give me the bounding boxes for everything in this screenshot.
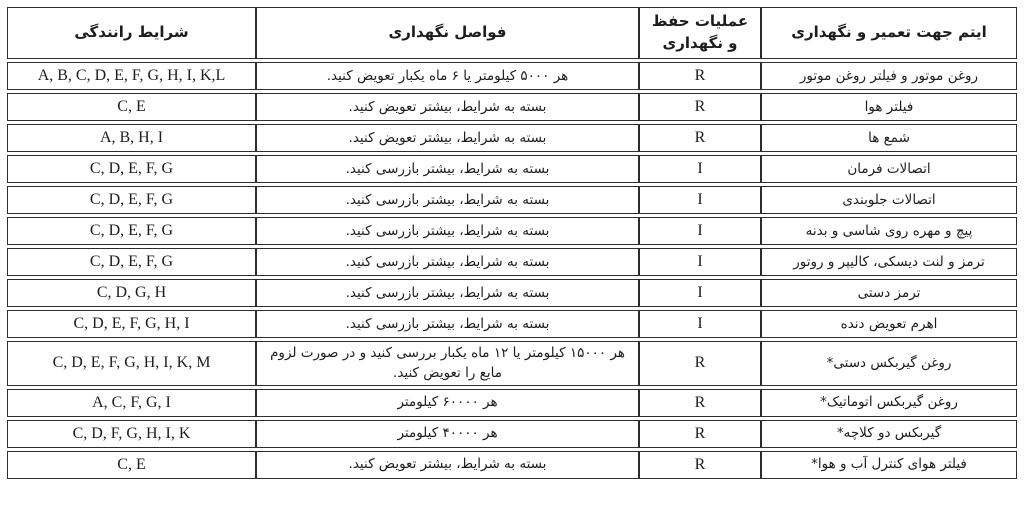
col-header-driving-conditions: شرایط رانندگی — [7, 7, 256, 59]
cell-interval: هر ۶۰۰۰۰ کیلومتر — [256, 389, 639, 417]
cell-maintenance-item: گیربکس دو کلاچه* — [761, 420, 1017, 448]
cell-maintenance-item: روغن گیربکس اتوماتیک* — [761, 389, 1017, 417]
cell-maintenance-item: شمع ها — [761, 124, 1017, 152]
cell-driving-conditions: C, D, G, H — [7, 279, 256, 307]
cell-interval: بسته به شرایط، بیشتر بازرسی کنید. — [256, 310, 639, 338]
col-header-operation: عملیات حفظ و نگهداری — [639, 7, 761, 59]
cell-driving-conditions: A, B, C, D, E, F, G, H, I, K,L — [7, 62, 256, 90]
cell-maintenance-item: اهرم تعویض دنده — [761, 310, 1017, 338]
cell-interval: بسته به شرایط، بیشتر تعویض کنید. — [256, 124, 639, 152]
table-body — [7, 62, 1017, 479]
table-row — [7, 217, 1017, 245]
col-header-interval: فواصل نگهداری — [256, 7, 639, 59]
cell-operation-code: R — [639, 93, 761, 121]
table-row — [7, 451, 1017, 479]
cell-maintenance-item: ترمز دستی — [761, 279, 1017, 307]
cell-maintenance-item: پیچ و مهره روی شاسی و بدنه — [761, 217, 1017, 245]
cell-interval: بسته به شرایط، بیشتر بازرسی کنید. — [256, 279, 639, 307]
table-row — [7, 93, 1017, 121]
cell-operation-code: I — [639, 248, 761, 276]
table-row — [7, 389, 1017, 417]
cell-driving-conditions: A, B, H, I — [7, 124, 256, 152]
cell-operation-code: I — [639, 186, 761, 214]
cell-driving-conditions: C, D, E, F, G, H, I, K, M — [7, 341, 256, 386]
table-row — [7, 248, 1017, 276]
cell-operation-code: I — [639, 279, 761, 307]
cell-interval: بسته به شرایط، بیشتر تعویض کنید. — [256, 93, 639, 121]
cell-maintenance-item: اتصالات فرمان — [761, 155, 1017, 183]
cell-driving-conditions: C, D, E, F, G — [7, 155, 256, 183]
table-row — [7, 62, 1017, 90]
cell-interval: بسته به شرایط، بیشتر بازرسی کنید. — [256, 155, 639, 183]
table-row — [7, 124, 1017, 152]
cell-interval: هر ۴۰۰۰۰ کیلومتر — [256, 420, 639, 448]
cell-operation-code: R — [639, 62, 761, 90]
cell-driving-conditions: C, D, E, F, G — [7, 217, 256, 245]
cell-maintenance-item: روغن گیربکس دستی* — [761, 341, 1017, 386]
cell-driving-conditions: C, D, F, G, H, I, K — [7, 420, 256, 448]
cell-maintenance-item: روغن موتور و فیلتر روغن موتور — [761, 62, 1017, 90]
cell-interval: بسته به شرایط، بیشتر بازرسی کنید. — [256, 248, 639, 276]
cell-interval: هر ۵۰۰۰ کیلومتر یا ۶ ماه یکبار تعویض کنید. — [256, 62, 639, 90]
cell-driving-conditions: A, C, F, G, I — [7, 389, 256, 417]
cell-interval: هر ۱۵۰۰۰ کیلومتر یا ۱۲ ماه یکبار بررسی کنید و در صورت لزوم مایع را تعویض کنید. — [256, 341, 639, 386]
cell-maintenance-item: فیلتر هوای کنترل آب و هوا* — [761, 451, 1017, 479]
cell-operation-code: R — [639, 124, 761, 152]
cell-interval: بسته به شرایط، بیشتر بازرسی کنید. — [256, 186, 639, 214]
cell-driving-conditions: C, D, E, F, G, H, I — [7, 310, 256, 338]
table-row — [7, 279, 1017, 307]
table-row — [7, 186, 1017, 214]
cell-driving-conditions: C, E — [7, 93, 256, 121]
cell-driving-conditions: C, E — [7, 451, 256, 479]
cell-operation-code: I — [639, 310, 761, 338]
table-row — [7, 341, 1017, 386]
table-row — [7, 155, 1017, 183]
cell-interval: بسته به شرایط، بیشتر بازرسی کنید. — [256, 217, 639, 245]
table-row — [7, 310, 1017, 338]
col-header-maintenance-item: ایتم جهت تعمیر و نگهداری — [761, 7, 1017, 59]
cell-operation-code: I — [639, 155, 761, 183]
cell-maintenance-item: اتصالات جلوبندی — [761, 186, 1017, 214]
cell-operation-code: R — [639, 451, 761, 479]
cell-maintenance-item: ترمز و لنت دیسکی، کالیپر و روتور — [761, 248, 1017, 276]
cell-driving-conditions: C, D, E, F, G — [7, 248, 256, 276]
table-row — [7, 420, 1017, 448]
cell-operation-code: R — [639, 341, 761, 386]
cell-operation-code: R — [639, 389, 761, 417]
cell-operation-code: R — [639, 420, 761, 448]
cell-interval: بسته به شرایط، بیشتر تعویض کنید. — [256, 451, 639, 479]
cell-driving-conditions: C, D, E, F, G — [7, 186, 256, 214]
cell-operation-code: I — [639, 217, 761, 245]
cell-maintenance-item: فیلتر هوا — [761, 93, 1017, 121]
table-header-row — [7, 7, 1017, 59]
maintenance-schedule-table — [7, 4, 1017, 482]
